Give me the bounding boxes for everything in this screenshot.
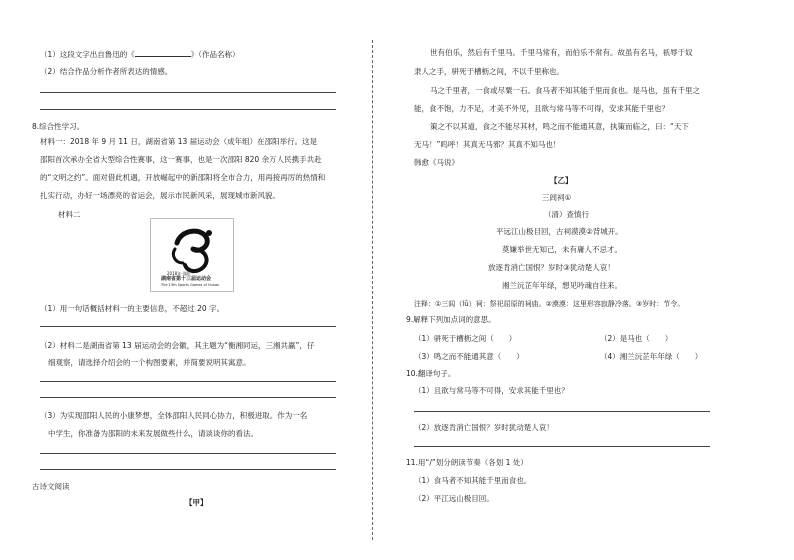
poem-line: 湘兰沅芷年年绿，想见吟魂自往来。 bbox=[502, 281, 622, 290]
answer-blank[interactable] bbox=[135, 48, 191, 57]
answer-line[interactable] bbox=[414, 411, 710, 412]
poem-notes: 注释：①三闾（lǘ）祠：祭祀屈原的祠庙。②漠漠：这里形容寂静冷落。③岁时：节令。 bbox=[414, 300, 685, 308]
question-10-2: （2）放逐肯消亡国恨？岁时犹动楚人哀！ bbox=[414, 423, 554, 432]
answer-line[interactable] bbox=[40, 397, 336, 398]
question-9-title: 9.解释下列加点词的意思。 bbox=[406, 315, 496, 324]
poem-line: 平远江山极目回，古祠漠漠②背城开。 bbox=[496, 227, 623, 236]
question-11-2: （2）平江远山极目回。 bbox=[414, 494, 494, 503]
poem-line: 莫嫌举世无知己，未有庸人不忌才。 bbox=[502, 245, 622, 254]
question-9-item: （2）是马也（ ） bbox=[600, 334, 673, 343]
passage-jia-line: 无马！”呜呼！其真无马邪？其真不知马也！ bbox=[414, 140, 561, 149]
emblem-text-english: The 13th Sports Games of Hunan bbox=[161, 283, 220, 287]
question-1: （1）这段文字出自鲁迅的《 》（作品名称） bbox=[40, 50, 240, 59]
question-9-item: （1）骈死于槽枥之间（ ） bbox=[414, 334, 517, 343]
poem-author: （清）查慎行 bbox=[544, 210, 589, 219]
emblem-text-name: 湖南省第十三届运动会 bbox=[161, 276, 212, 282]
question-8-3-line: （3）为实现邵阳人民的小康梦想，全体邵阳人民同心协力，积极进取。作为一名 bbox=[40, 411, 308, 420]
question-2: （2）结合作品分析作者所表达的情感。 bbox=[40, 67, 173, 76]
column-divider bbox=[372, 40, 373, 540]
emblem-text-year: 2018年·邵阳 bbox=[167, 271, 191, 276]
answer-line[interactable] bbox=[40, 469, 336, 470]
games-emblem bbox=[150, 218, 234, 292]
question-10-title: 10.翻译句子。 bbox=[406, 369, 456, 378]
question-8-1: （1）用一句话概括材料一的主要信息，不超过 20 字。 bbox=[40, 304, 225, 313]
material-1-line: 扎实行动，办好一场漂亮的省运会，展示市民新风采，展现城市新风貌。 bbox=[40, 191, 280, 200]
answer-line[interactable] bbox=[40, 92, 336, 93]
question-8-2-line: 细观察，请选择介绍会的一个构图要素，并简要说明其寓意。 bbox=[48, 358, 251, 367]
section-title: 古诗文阅读 bbox=[32, 482, 70, 491]
material-1-line: 材料一：2018 年 9 月 11 日，湖南省第 13 届运动会（成年组）在邵阳举行。这是 bbox=[40, 137, 318, 146]
question-11-1: （1）食马者不知其能千里而食也。 bbox=[414, 476, 532, 485]
answer-line[interactable] bbox=[40, 453, 336, 454]
passage-jia-line: 策之不以其道，食之不能尽其材，鸣之而不能通其意，执策而临之，曰：“天下 bbox=[430, 122, 689, 131]
poem-line: 放逐肯消亡国恨？岁时③犹动楚人哀！ bbox=[488, 263, 615, 272]
passage-yi-heading: 【乙】 bbox=[550, 176, 573, 185]
question-9-item: （3）鸣之而不能通其意（ ） bbox=[414, 352, 524, 361]
poem-title: 三闾祠① bbox=[542, 193, 572, 202]
passage-jia-heading: 【甲】 bbox=[185, 498, 208, 507]
passage-jia-line: 隶人之手，骈死于槽枥之间，不以千里称也。 bbox=[414, 67, 564, 76]
passage-jia-line: 世有伯乐，然后有千里马。千里马常有，而伯乐不常有。故虽有名马，祇辱于奴 bbox=[430, 48, 693, 57]
passage-jia-line: 马之千里者，一食或尽粟一石。食马者不知其能千里而食也。是马也，虽有千里之 bbox=[430, 86, 700, 95]
answer-line[interactable] bbox=[40, 109, 336, 110]
material-2-label: 材料二 bbox=[58, 210, 81, 219]
passage-jia-line: 能，食不饱，力不足，才美不外见，且欲与常马等不可得，安求其能千里也？ bbox=[414, 104, 669, 113]
question-9-item: （4）湘兰沅芷年年绿（ ） bbox=[600, 352, 703, 361]
passage-jia-source: 韩愈《马说》 bbox=[414, 158, 459, 167]
question-11-title: 11.用“/”划分朗读节奏（各划 1 处） bbox=[406, 458, 528, 467]
answer-line[interactable] bbox=[414, 446, 710, 447]
answer-line[interactable] bbox=[40, 381, 336, 382]
question-10-1: （1）且欲与常马等不可得，安求其能千里也？ bbox=[414, 386, 569, 395]
answer-line[interactable] bbox=[40, 326, 336, 327]
question-8-title: 8.综合性学习。 bbox=[32, 122, 85, 131]
question-8-2-line: （2）材料二是湖南省第 13 届运动会的会徽，其主题为“衡湘同运，三湘共赢”，仔 bbox=[40, 341, 315, 350]
material-1-line: 的“文明之约”。面对借此机遇，开放崛起中的新邵阳将全市合力，用再接再厉的热情和 bbox=[40, 173, 326, 182]
material-1-line: 邵阳首次承办全省大型综合性赛事，这一赛事，也是一次邵阳 820 余万人民携手共赴 bbox=[40, 155, 322, 164]
question-8-3-line: 中学生，你准备为邵阳的未来发展做些什么，请谈谈你的看法。 bbox=[48, 429, 258, 438]
